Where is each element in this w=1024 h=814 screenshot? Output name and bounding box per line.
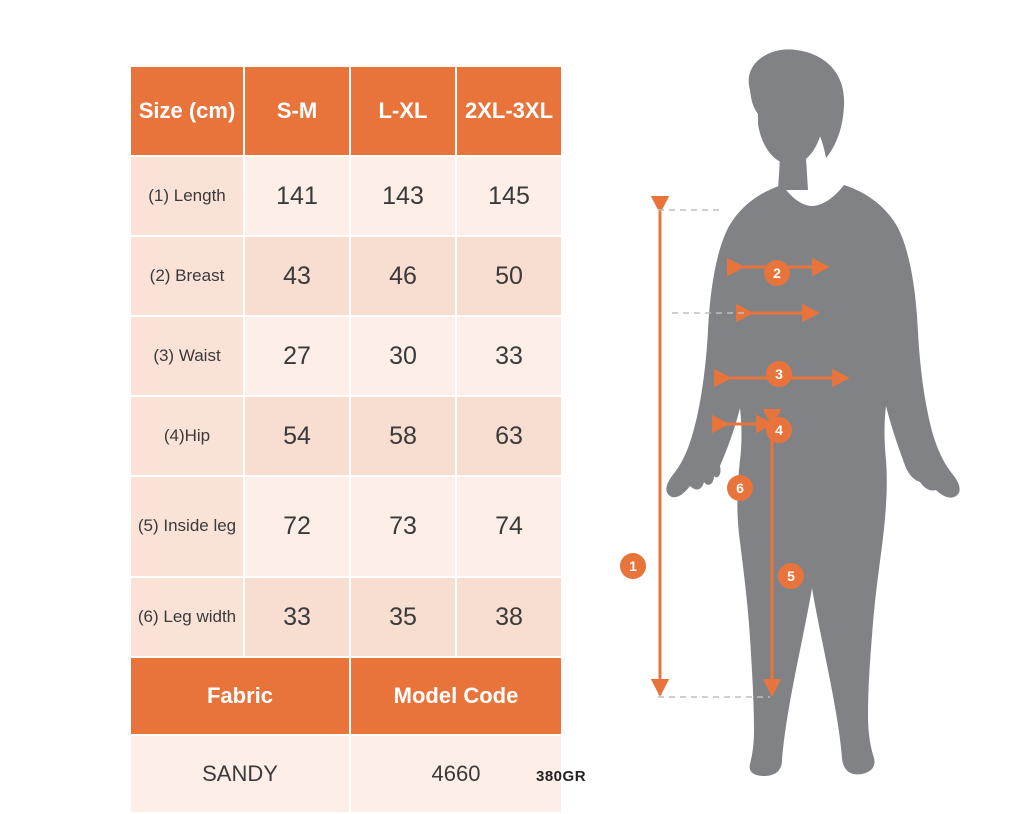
footer-value-fabric: SANDY [130,735,350,813]
table-row [130,577,562,657]
silhouette-diagram [600,40,1020,780]
row-label-length: (1) Length [130,156,244,236]
table-row [130,476,562,577]
column-header-lxl: L-XL [350,66,456,156]
cell-hip-2xl3xl: 63 [456,396,562,476]
cell-hip-lxl: 58 [350,396,456,476]
marker-4: 4 [766,417,792,443]
cell-leg-width-lxl: 35 [350,577,456,657]
female-silhouette [666,49,959,776]
cell-breast-lxl: 46 [350,236,456,316]
marker-5: 5 [778,563,804,589]
cell-length-lxl: 143 [350,156,456,236]
row-label-breast: (2) Breast [130,236,244,316]
size-table [129,65,563,814]
cell-waist-lxl: 30 [350,316,456,396]
row-label-inside-leg: (5) Inside leg [130,476,244,577]
cell-hip-sm: 54 [244,396,350,476]
table-row [130,236,562,316]
cell-breast-2xl3xl: 50 [456,236,562,316]
cell-leg-width-sm: 33 [244,577,350,657]
column-header-sm: S-M [244,66,350,156]
table-footer-header-row [130,657,562,735]
footer-header-fabric: Fabric [130,657,350,735]
cell-inside-leg-sm: 72 [244,476,350,577]
measurement-figure [600,40,1020,780]
column-header-2xl3xl: 2XL-3XL [456,66,562,156]
table-row [130,316,562,396]
table-header-row [130,66,562,156]
column-header-size: Size (cm) [130,66,244,156]
row-label-waist: (3) Waist [130,316,244,396]
footer-header-model-code: Model Code [350,657,562,735]
marker-1: 1 [620,553,646,579]
table-row [130,396,562,476]
footer-value-model-code: 4660 [350,735,562,813]
cell-length-sm: 141 [244,156,350,236]
row-label-hip: (4)Hip [130,396,244,476]
marker-6: 6 [727,475,753,501]
row-label-leg-width: (6) Leg width [130,577,244,657]
cell-inside-leg-lxl: 73 [350,476,456,577]
marker-2: 2 [764,260,790,286]
cell-leg-width-2xl3xl: 38 [456,577,562,657]
cell-waist-2xl3xl: 33 [456,316,562,396]
cell-length-2xl3xl: 145 [456,156,562,236]
size-table-body [130,156,562,813]
marker-3: 3 [766,361,792,387]
fabric-weight-code: 380GR [536,768,587,785]
cell-inside-leg-2xl3xl: 74 [456,476,562,577]
cell-breast-sm: 43 [244,236,350,316]
table-row [130,156,562,236]
table-footer-value-row [130,735,562,813]
size-table-head [130,66,562,156]
cell-waist-sm: 27 [244,316,350,396]
